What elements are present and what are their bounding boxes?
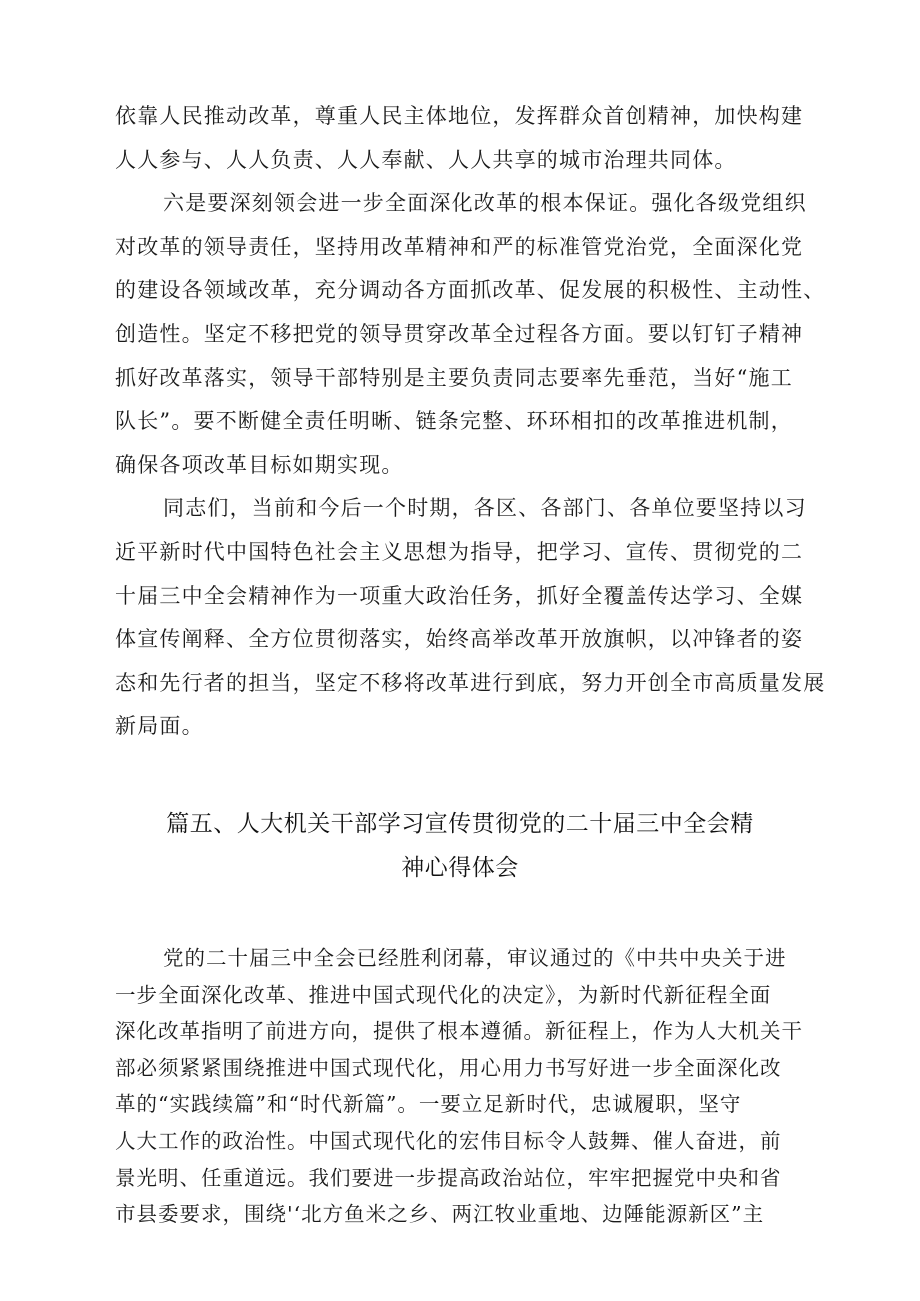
text-line: 新局面。: [115, 714, 204, 739]
text-line: 一步全面深化改革、推进中国式现代化的决定》，为新时代新征程全面: [115, 982, 772, 1007]
text-line: 抓好改革落实，领导干部特别是主要负责同志要率先垂范，当好“施工: [115, 365, 793, 390]
text-line: 六是要深刻领会进一步全面深化改革的根本保证。强化各级党组织: [163, 191, 807, 216]
text-line: 体宣传阐释、全方位贯彻落实，始终高举改革开放旗帜，以冲锋者的姿: [115, 627, 804, 652]
body-text-section-1: [115, 95, 835, 749]
text-line: 态和先行者的担当，坚定不移将改革进行到底，努力开创全市高质量发展: [115, 670, 826, 695]
text-line: 队长”。要不断健全责任明晰、链条完整、环环相扣的改革推进机制，: [115, 409, 793, 434]
text-line: 近平新时代中国特色社会主义思想为指导，把学习、宣传、贯彻党的二: [115, 539, 804, 564]
section-heading-line-2: 神心得体会: [401, 855, 519, 881]
text-line: 景光明、任重道远。我们要进一步提高政治站位，牢牢把握党中央和省: [115, 1165, 782, 1190]
text-line: 对改革的领导责任，坚持用改革精神和严的标准管党治党，全面深化党: [115, 234, 804, 259]
text-line: 革的“实践续篇”和“时代新篇”。一要立足新时代，忠诚履职，坚守: [115, 1092, 742, 1117]
text-line: 十届三中全会精神作为一项重大政治任务，抓好全覆盖传达学习、全媒: [115, 583, 804, 608]
text-line: 人人参与、人人负责、人人奉献、人人共享的城市治理共同体。: [115, 147, 737, 172]
section-heading-line-1: 篇五、人大机关干部学习宣传贯彻党的二十届三中全会精: [166, 811, 754, 837]
text-line: 深化改革指明了前进方向，提供了根本遵循。新征程上，作为人大机关干: [115, 1019, 803, 1044]
text-line: 人大工作的政治性。中国式现代化的宏伟目标令人鼓舞、催人奋进，前: [115, 1128, 782, 1153]
text-line: 同志们，当前和今后一个时期，各区、各部门、各单位要坚持以习: [163, 496, 807, 521]
text-line: 市县委要求，围绕'‘北方鱼米之乡、两江牧业重地、边陲能源新区”主: [115, 1202, 765, 1227]
text-line: 的建设各领域改革，充分调动各方面抓改革、促发展的积极性、主动性、: [115, 278, 826, 303]
text-line: 依靠人民推动改革，尊重人民主体地位，发挥群众首创精神，加快构建: [115, 104, 804, 128]
text-line: 部必须紧紧围绕推进中国式现代化，用心用力书写好进一步全面深化改: [115, 1055, 782, 1080]
text-line: 创造性。坚定不移把党的领导贯穿改革全过程各方面。要以钉钉子精神: [115, 321, 804, 346]
text-line: 党的二十届三中全会已经胜利闭幕，审议通过的《中共中央关于进: [163, 946, 787, 970]
text-line: 确保各项改革目标如期实现。: [115, 452, 404, 477]
body-text-section-2: [115, 940, 835, 1233]
